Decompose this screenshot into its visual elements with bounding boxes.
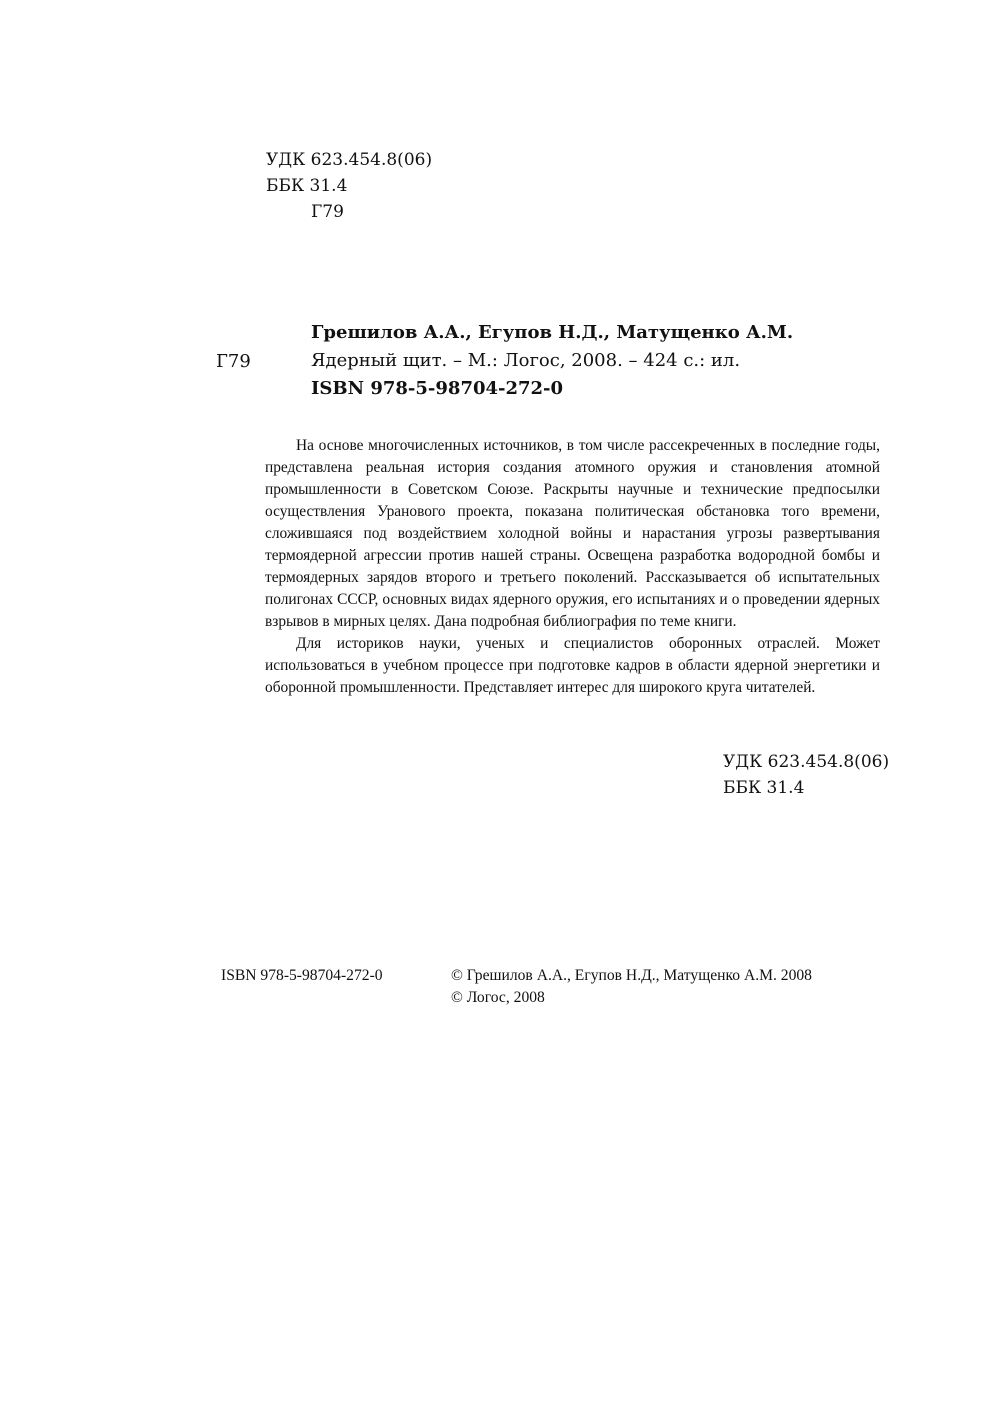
bottom-bbk-code: ББК 31.4 — [723, 778, 805, 798]
copyright-authors: © Грешилов А.А., Егупов Н.Д., Матущенко А.М. 2008 — [451, 967, 812, 984]
side-author-sign: Г79 — [216, 351, 251, 372]
record-authors: Грешилов А.А., Егупов Н.Д., Матущенко А.М. — [311, 322, 794, 343]
record-isbn: ISBN 978-5-98704-272-0 — [311, 378, 564, 399]
footer-isbn: ISBN 978-5-98704-272-0 — [221, 967, 383, 984]
top-author-sign: Г79 — [311, 202, 344, 222]
abstract-paragraph-1: На основе многочисленных источников, в том числе рассекреченных в последние годы, представлена реальная история создания атомного оружия и становления атомной промышленности в Советском Союзе. Раскрыты научные и технические предпосылки осуществления Уранового проекта, показана политическая обстановка того времени, сложившаяся под воздействием холодной войны и нарастания угрозы развертывания термоядерной агрессии против нашей страны. Освещена разработка водородной бомбы и термоядерных зарядов второго и третьего поколений. Рассказывается об испытательных полигонах СССР, основных видах ядерного оружия, его испытаниях и о проведении ядерных взрывов в мирных целях. Дана подробная библиография по теме книги. — [265, 437, 880, 630]
record-title-line: Ядерный щит. – М.: Логос, 2008. – 424 с.: ил. — [311, 350, 741, 371]
abstract — [265, 435, 880, 699]
top-udk-code: УДК 623.454.8(06) — [266, 150, 433, 170]
abstract-paragraph-2: Для историков науки, ученых и специалистов оборонных отраслей. Может использоваться в учебном процессе при подготовке кадров в области ядерной энергетики и оборонной промышленности. Представляет интерес для широкого круга читателей. — [265, 635, 880, 696]
bottom-udk-code: УДК 623.454.8(06) — [723, 752, 890, 772]
copyright-publisher: © Логос, 2008 — [451, 989, 545, 1006]
top-bbk-code: ББК 31.4 — [266, 176, 348, 196]
